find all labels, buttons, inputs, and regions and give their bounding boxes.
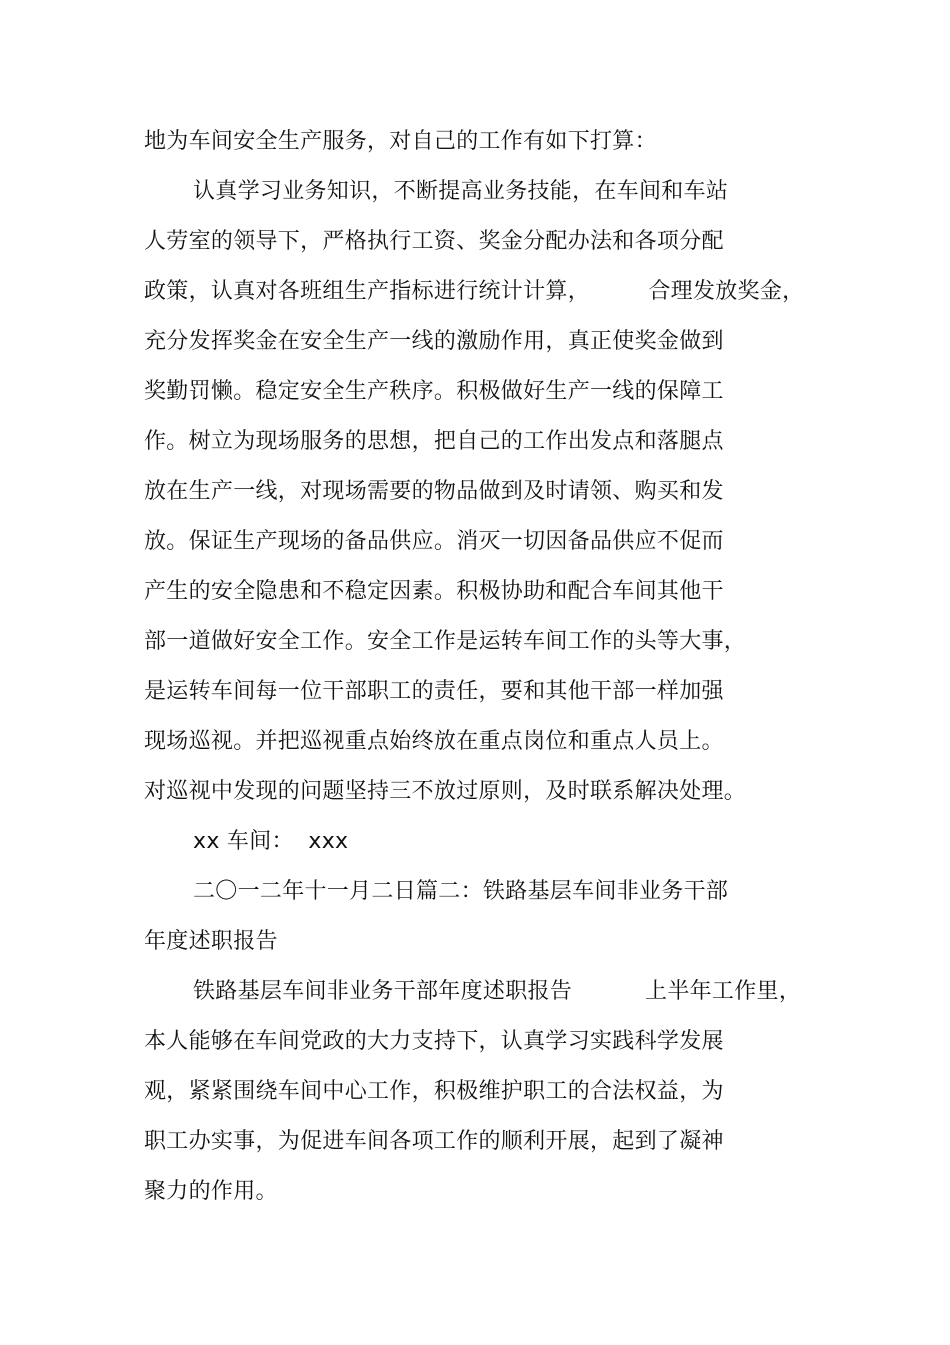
text-line: 放在生产一线，对现场需要的物品做到及时请领、购买和发 (144, 479, 724, 504)
text-line: 奖勤罚懒。稳定安全生产秩序。积极做好生产一线的保障工 (144, 379, 724, 404)
text-line: 本人能够在车间党政的大力支持下，认真学习实践科学发展 (144, 1029, 724, 1054)
text-line: 产生的安全隐患和不稳定因素。积极协助和配合车间其他干 (144, 579, 724, 604)
text-line: 铁路基层车间非业务干部年度述职报告 上半年工作里， (193, 979, 802, 1004)
text-line: 作。树立为现场服务的思想，把自己的工作出发点和落腿点 (144, 429, 724, 454)
text-line: 部一道做好安全工作。安全工作是运转车间工作的头等大事， (144, 629, 747, 654)
text-line: 对巡视中发现的问题坚持三不放过原则，及时联系解决处理。 (144, 779, 747, 804)
date-and-heading-line: 二〇一二年十一月二日篇二：铁路基层车间非业务干部 (193, 879, 729, 904)
text-line: 放。保证生产现场的备品供应。消灭一切因备品供应不促而 (144, 529, 724, 554)
text-line: 是运转车间每一位干部职工的责任，要和其他干部一样加强 (144, 679, 724, 704)
text-line: 现场巡视。并把巡视重点始终放在重点岗位和重点人员上。 (144, 729, 724, 754)
signature-line: xx 车间： xxx (193, 829, 349, 854)
text-line: 充分发挥奖金在安全生产一线的激励作用，真正使奖金做到 (144, 329, 724, 354)
text-line: 政策，认真对各班组生产指标进行统计计算， 合理发放奖金， (144, 279, 805, 304)
text-line: 地为车间安全生产服务，对自己的工作有如下打算： (144, 129, 657, 154)
text-line: 人劳室的领导下，严格执行工资、奖金分配办法和各项分配 (144, 229, 724, 254)
text-line: 职工办实事，为促进车间各项工作的顺利开展，起到了凝神 (144, 1129, 724, 1154)
heading-continuation: 年度述职报告 (144, 929, 278, 954)
text-line: 认真学习业务知识，不断提高业务技能，在车间和车站 (193, 179, 729, 204)
text-line: 聚力的作用。 (144, 1179, 278, 1204)
text-line: 观，紧紧围绕车间中心工作，积极维护职工的合法权益，为 (144, 1079, 724, 1104)
